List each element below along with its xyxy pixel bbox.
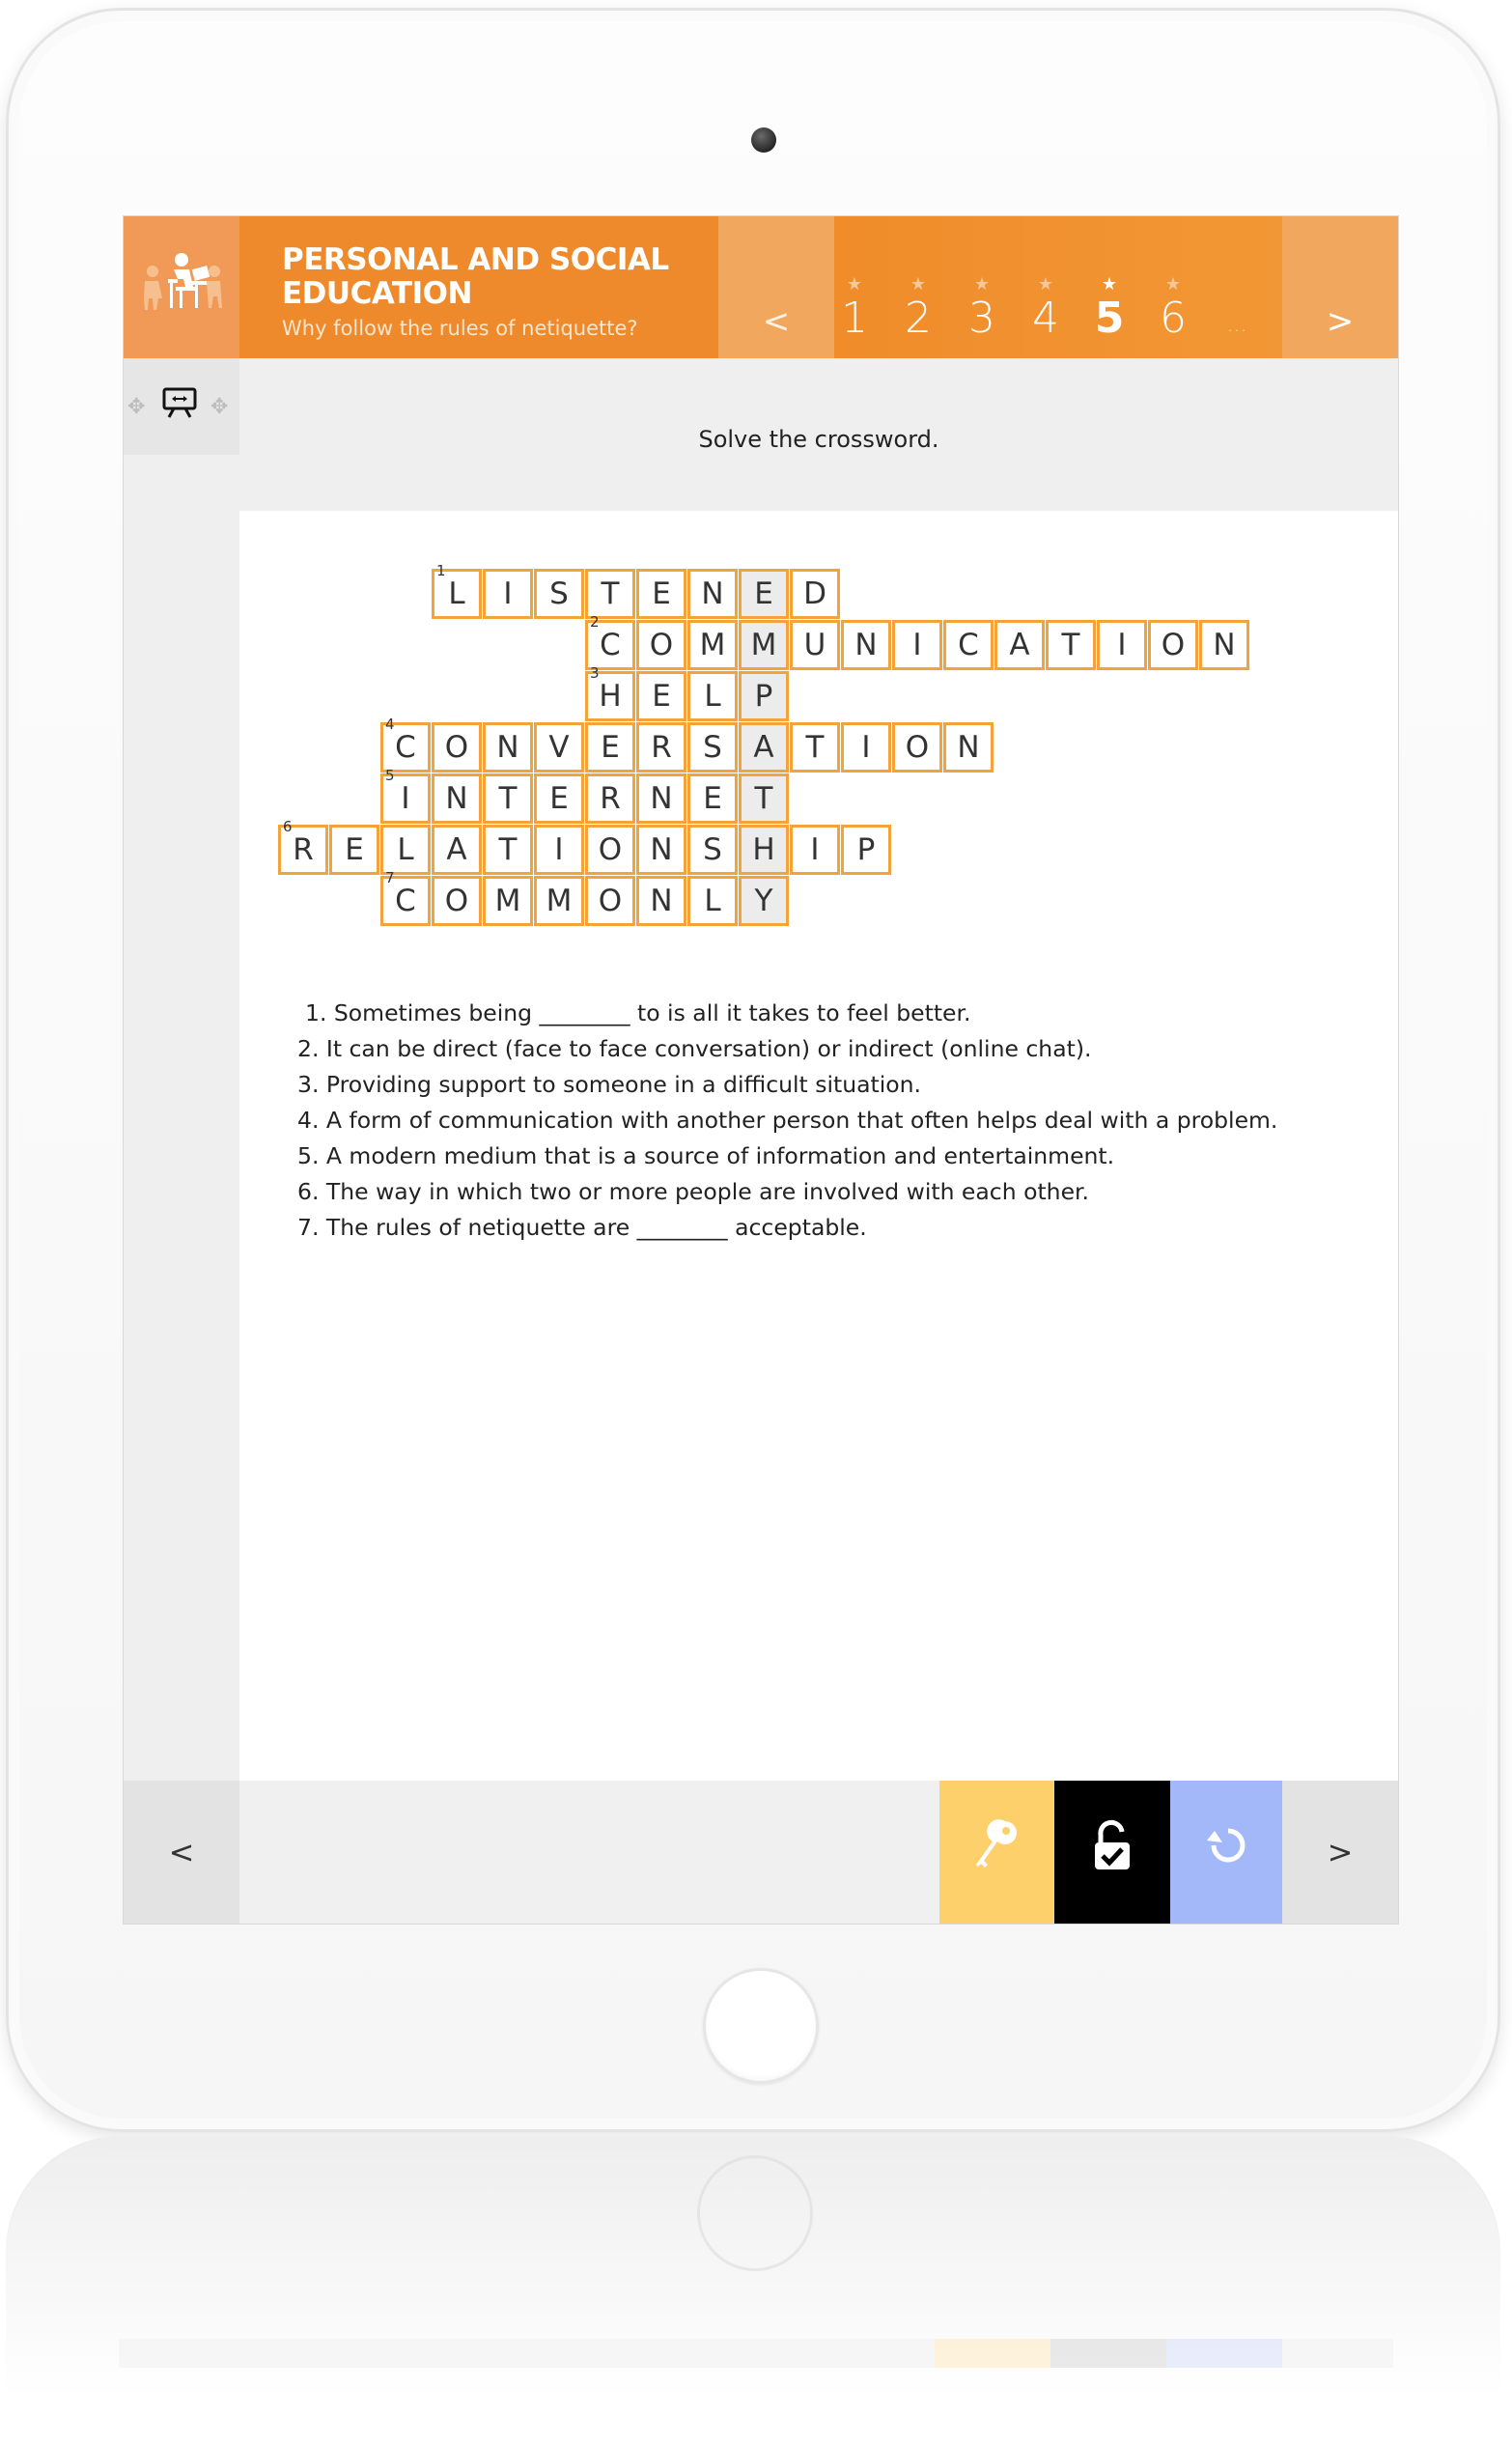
cell-letter: L (397, 832, 414, 867)
cell-letter: C (395, 730, 416, 765)
crossword-cell[interactable] (943, 620, 994, 670)
crossword-cell[interactable] (841, 722, 891, 773)
crossword-cell[interactable] (534, 722, 584, 773)
cell-letter: I (912, 628, 922, 662)
cell-letter: M (750, 628, 777, 662)
unlock-check-icon (1091, 1819, 1134, 1877)
toolbar-reflection (119, 2339, 1393, 2368)
crossword-cell[interactable] (687, 773, 738, 824)
cell-letter: E (601, 730, 620, 765)
cell-letter: N (650, 832, 673, 867)
clue-item: 3. Providing support to someone in a difficult situation. (297, 1071, 921, 1098)
cell-letter: O (598, 884, 623, 918)
crossword-cell[interactable] (790, 569, 840, 619)
crossword-cell[interactable] (585, 569, 635, 619)
lesson-subtitle: Why follow the rules of netiquette? (282, 317, 638, 340)
cell-letter: M (494, 884, 521, 918)
cell-letter: H (752, 832, 775, 867)
classroom-icon (141, 252, 222, 322)
cell-letter: A (446, 832, 467, 867)
crossword-cell[interactable] (380, 825, 431, 875)
cell-letter: S (703, 832, 722, 867)
cell-letter: T (805, 730, 825, 765)
clue-number: 5 (385, 767, 395, 784)
cell-letter: N (650, 884, 673, 918)
clue-number: 7 (385, 869, 395, 886)
crossword-cell[interactable] (636, 722, 686, 773)
page-tab-2[interactable] (886, 216, 950, 358)
crossword-cell[interactable] (687, 722, 738, 773)
cell-letter: E (345, 832, 364, 867)
star-icon: ★ (973, 274, 991, 295)
cell-letter: C (395, 884, 416, 918)
cell-letter: T (1061, 628, 1080, 662)
crossword-cell[interactable] (739, 825, 789, 875)
reset-button[interactable] (1170, 1781, 1282, 1924)
crossword-cell[interactable] (432, 562, 482, 619)
cell-letter: M (699, 628, 726, 662)
crossword-cell[interactable] (687, 876, 738, 926)
crossword-cell[interactable] (636, 876, 686, 926)
show-solution-button[interactable] (939, 1781, 1054, 1924)
crossword-cell[interactable] (994, 620, 1045, 670)
cell-letter: R (600, 781, 621, 816)
cell-letter: N (1213, 628, 1236, 662)
cell-letter: E (652, 679, 671, 714)
crossword-cell[interactable] (483, 825, 533, 875)
cell-letter: O (1161, 628, 1186, 662)
cell-letter: N (496, 730, 519, 765)
crossword-cell[interactable] (636, 671, 686, 721)
clue-item: 2. It can be direct (face to face conversation) or indirect (online chat). (297, 1035, 1092, 1062)
crossword-cell[interactable] (483, 773, 533, 824)
clue-item: 5. A modern medium that is a source of information and entertainment. (297, 1142, 1115, 1169)
tablet-reflection (6, 2136, 1500, 2445)
clue-item: 4. A form of communication with another person that often helps deal with a problem. (297, 1107, 1278, 1134)
bottom-toolbar (124, 1781, 1398, 1924)
home-button[interactable] (703, 1968, 819, 2084)
crossword-cell[interactable] (483, 569, 533, 619)
crossword-cell[interactable] (432, 876, 482, 926)
cell-letter: M (546, 884, 573, 918)
presentation-icon[interactable] (162, 387, 197, 418)
page-tab-6[interactable] (1141, 216, 1205, 358)
crossword-cell[interactable] (585, 876, 635, 926)
star-icon: ★ (1101, 274, 1118, 295)
app-screen (124, 216, 1398, 1924)
crossword-cell[interactable] (687, 671, 738, 721)
header (124, 216, 1398, 358)
page-number: 4 (1032, 294, 1059, 343)
cell-letter: O (598, 832, 623, 867)
cell-letter: A (1009, 628, 1030, 662)
star-icon: ★ (1164, 274, 1182, 295)
clue-number: 2 (590, 613, 600, 631)
crossword-cell[interactable] (432, 825, 482, 875)
crossword-cell[interactable] (585, 664, 635, 721)
cell-letter: I (503, 576, 513, 611)
page-selector (834, 216, 1282, 358)
star-icon: ★ (910, 274, 927, 295)
clue-item: 1. Sometimes being ________ to is all it takes to feel better. (305, 999, 971, 1026)
crossword-cell[interactable] (892, 620, 942, 670)
cell-letter: T (498, 832, 518, 867)
key-icon (976, 1819, 1019, 1877)
cell-letter: P (754, 679, 773, 714)
cell-letter: O (649, 628, 674, 662)
crossword-cell[interactable] (790, 722, 840, 773)
cell-letter: N (445, 781, 468, 816)
crossword-cell[interactable] (534, 825, 584, 875)
crossword-cell[interactable] (687, 825, 738, 875)
home-button-reflection (697, 2155, 813, 2271)
title-block (239, 216, 718, 358)
instruction-text: Solve the crossword. (698, 426, 939, 453)
crossword-cell[interactable] (534, 773, 584, 824)
crossword-cell[interactable] (841, 825, 891, 875)
instruction-bar (239, 358, 1398, 511)
cell-letter: I (554, 832, 564, 867)
cell-letter: E (549, 781, 569, 816)
cell-letter: L (704, 679, 721, 714)
page-tab-4[interactable] (1014, 216, 1078, 358)
page-tab-1[interactable] (823, 216, 886, 358)
crossword-cell[interactable] (687, 620, 738, 670)
course-title: PERSONAL AND SOCIAL EDUCATION (282, 242, 669, 311)
cell-letter: L (704, 884, 721, 918)
cell-letter: A (753, 730, 774, 765)
next-exercise-button[interactable]: > (1282, 1781, 1398, 1924)
reset-icon (1207, 1819, 1249, 1877)
crossword-cell[interactable] (739, 722, 789, 773)
cell-letter: I (810, 832, 820, 867)
page-number: 3 (968, 294, 995, 343)
clue-item: 6. The way in which two or more people are involved with each other. (297, 1178, 1089, 1205)
star-icon: ★ (846, 274, 863, 295)
clue-number: 6 (283, 818, 293, 835)
cell-letter: H (599, 679, 622, 714)
cell-letter: D (803, 576, 826, 611)
crossword-cell[interactable] (534, 569, 584, 619)
crossword-cell[interactable] (329, 825, 379, 875)
crossword-cell[interactable] (534, 876, 584, 926)
cell-letter: I (861, 730, 871, 765)
cell-letter: I (401, 781, 410, 816)
logo (124, 216, 239, 358)
cell-letter: T (498, 781, 518, 816)
page-tab-5[interactable] (1078, 216, 1141, 358)
cell-letter: U (803, 628, 826, 662)
page-number: 6 (1160, 294, 1187, 343)
page-number: 1 (841, 294, 868, 343)
tool-strip (124, 358, 239, 455)
cell-letter: O (444, 884, 469, 918)
crossword-cell[interactable] (1199, 620, 1249, 670)
next-page-button[interactable]: > (1282, 216, 1398, 358)
cell-letter: T (754, 781, 773, 816)
cell-letter: E (754, 576, 773, 611)
tablet-frame (6, 8, 1500, 2132)
crossword-cell[interactable] (380, 716, 431, 773)
cell-letter: S (549, 576, 569, 611)
crossword-cell[interactable] (739, 773, 789, 824)
crossword-cell[interactable] (636, 620, 686, 670)
cell-letter: O (444, 730, 469, 765)
cell-letter: C (600, 628, 621, 662)
crossword-cell[interactable] (739, 876, 789, 926)
crossword-cell[interactable] (585, 722, 635, 773)
crossword-cell[interactable] (739, 569, 789, 619)
crossword-cell[interactable] (790, 620, 840, 670)
clue-number: 3 (590, 664, 600, 682)
clue-number: 4 (385, 716, 395, 733)
cell-letter: Y (754, 884, 773, 918)
crossword-cell[interactable] (687, 569, 738, 619)
crossword-cell[interactable] (585, 613, 635, 670)
crossword-cell[interactable] (1148, 620, 1198, 670)
cell-letter: R (293, 832, 314, 867)
cell-letter: N (650, 781, 673, 816)
crossword-cell[interactable] (636, 825, 686, 875)
crossword-cell[interactable] (636, 569, 686, 619)
crossword-cell[interactable] (841, 620, 891, 670)
crossword-cell[interactable] (432, 773, 482, 824)
page-tab-more[interactable] (1205, 216, 1269, 358)
cell-letter: I (1117, 628, 1127, 662)
crossword-cell[interactable] (892, 722, 942, 773)
move-arrows-icon[interactable]: ✥ (127, 395, 146, 419)
cell-letter: O (905, 730, 930, 765)
page-tab-3[interactable] (950, 216, 1014, 358)
cell-letter: E (652, 576, 671, 611)
clue-item: 7. The rules of netiquette are ________ acceptable. (297, 1214, 867, 1241)
crossword-cell[interactable] (1046, 620, 1096, 670)
clue-number: 1 (436, 562, 446, 579)
cell-letter: N (701, 576, 724, 611)
prev-exercise-button[interactable]: < (124, 1781, 239, 1924)
move-arrows-icon[interactable]: ✥ (210, 395, 229, 419)
crossword-cell[interactable] (1097, 620, 1147, 670)
page-number: 2 (905, 294, 932, 343)
crossword-cell[interactable] (790, 825, 840, 875)
cell-letter: T (601, 576, 620, 611)
left-rail (124, 455, 239, 1781)
cell-letter: R (651, 730, 672, 765)
crossword-cell[interactable] (739, 620, 789, 670)
cell-letter: N (854, 628, 878, 662)
exercise-content (239, 511, 1398, 1781)
camera (751, 127, 776, 153)
crossword-cell[interactable] (380, 869, 431, 926)
crossword-cell[interactable] (739, 671, 789, 721)
clue-list (297, 996, 1277, 1246)
crossword-cell[interactable] (585, 825, 635, 875)
prev-page-button[interactable]: < (718, 216, 834, 358)
page-number: 5 (1094, 294, 1125, 343)
cell-letter: V (548, 730, 570, 765)
crossword-grid (239, 511, 1398, 974)
crossword-cell[interactable] (278, 818, 328, 875)
crossword-cell[interactable] (380, 767, 431, 824)
crossword-cell[interactable] (943, 722, 994, 773)
crossword-cell[interactable] (483, 876, 533, 926)
cell-letter: S (703, 730, 722, 765)
cell-letter: N (957, 730, 980, 765)
star-icon: ★ (1037, 274, 1054, 295)
crossword-cell[interactable] (483, 722, 533, 773)
crossword-cell[interactable] (585, 773, 635, 824)
cell-letter: C (958, 628, 979, 662)
cell-letter: L (448, 576, 465, 611)
check-answers-button[interactable] (1054, 1781, 1170, 1924)
crossword-cell[interactable] (432, 722, 482, 773)
crossword-cell[interactable] (636, 773, 686, 824)
cell-letter: P (856, 832, 876, 867)
cell-letter: E (703, 781, 722, 816)
page-number: ... (1226, 313, 1247, 337)
